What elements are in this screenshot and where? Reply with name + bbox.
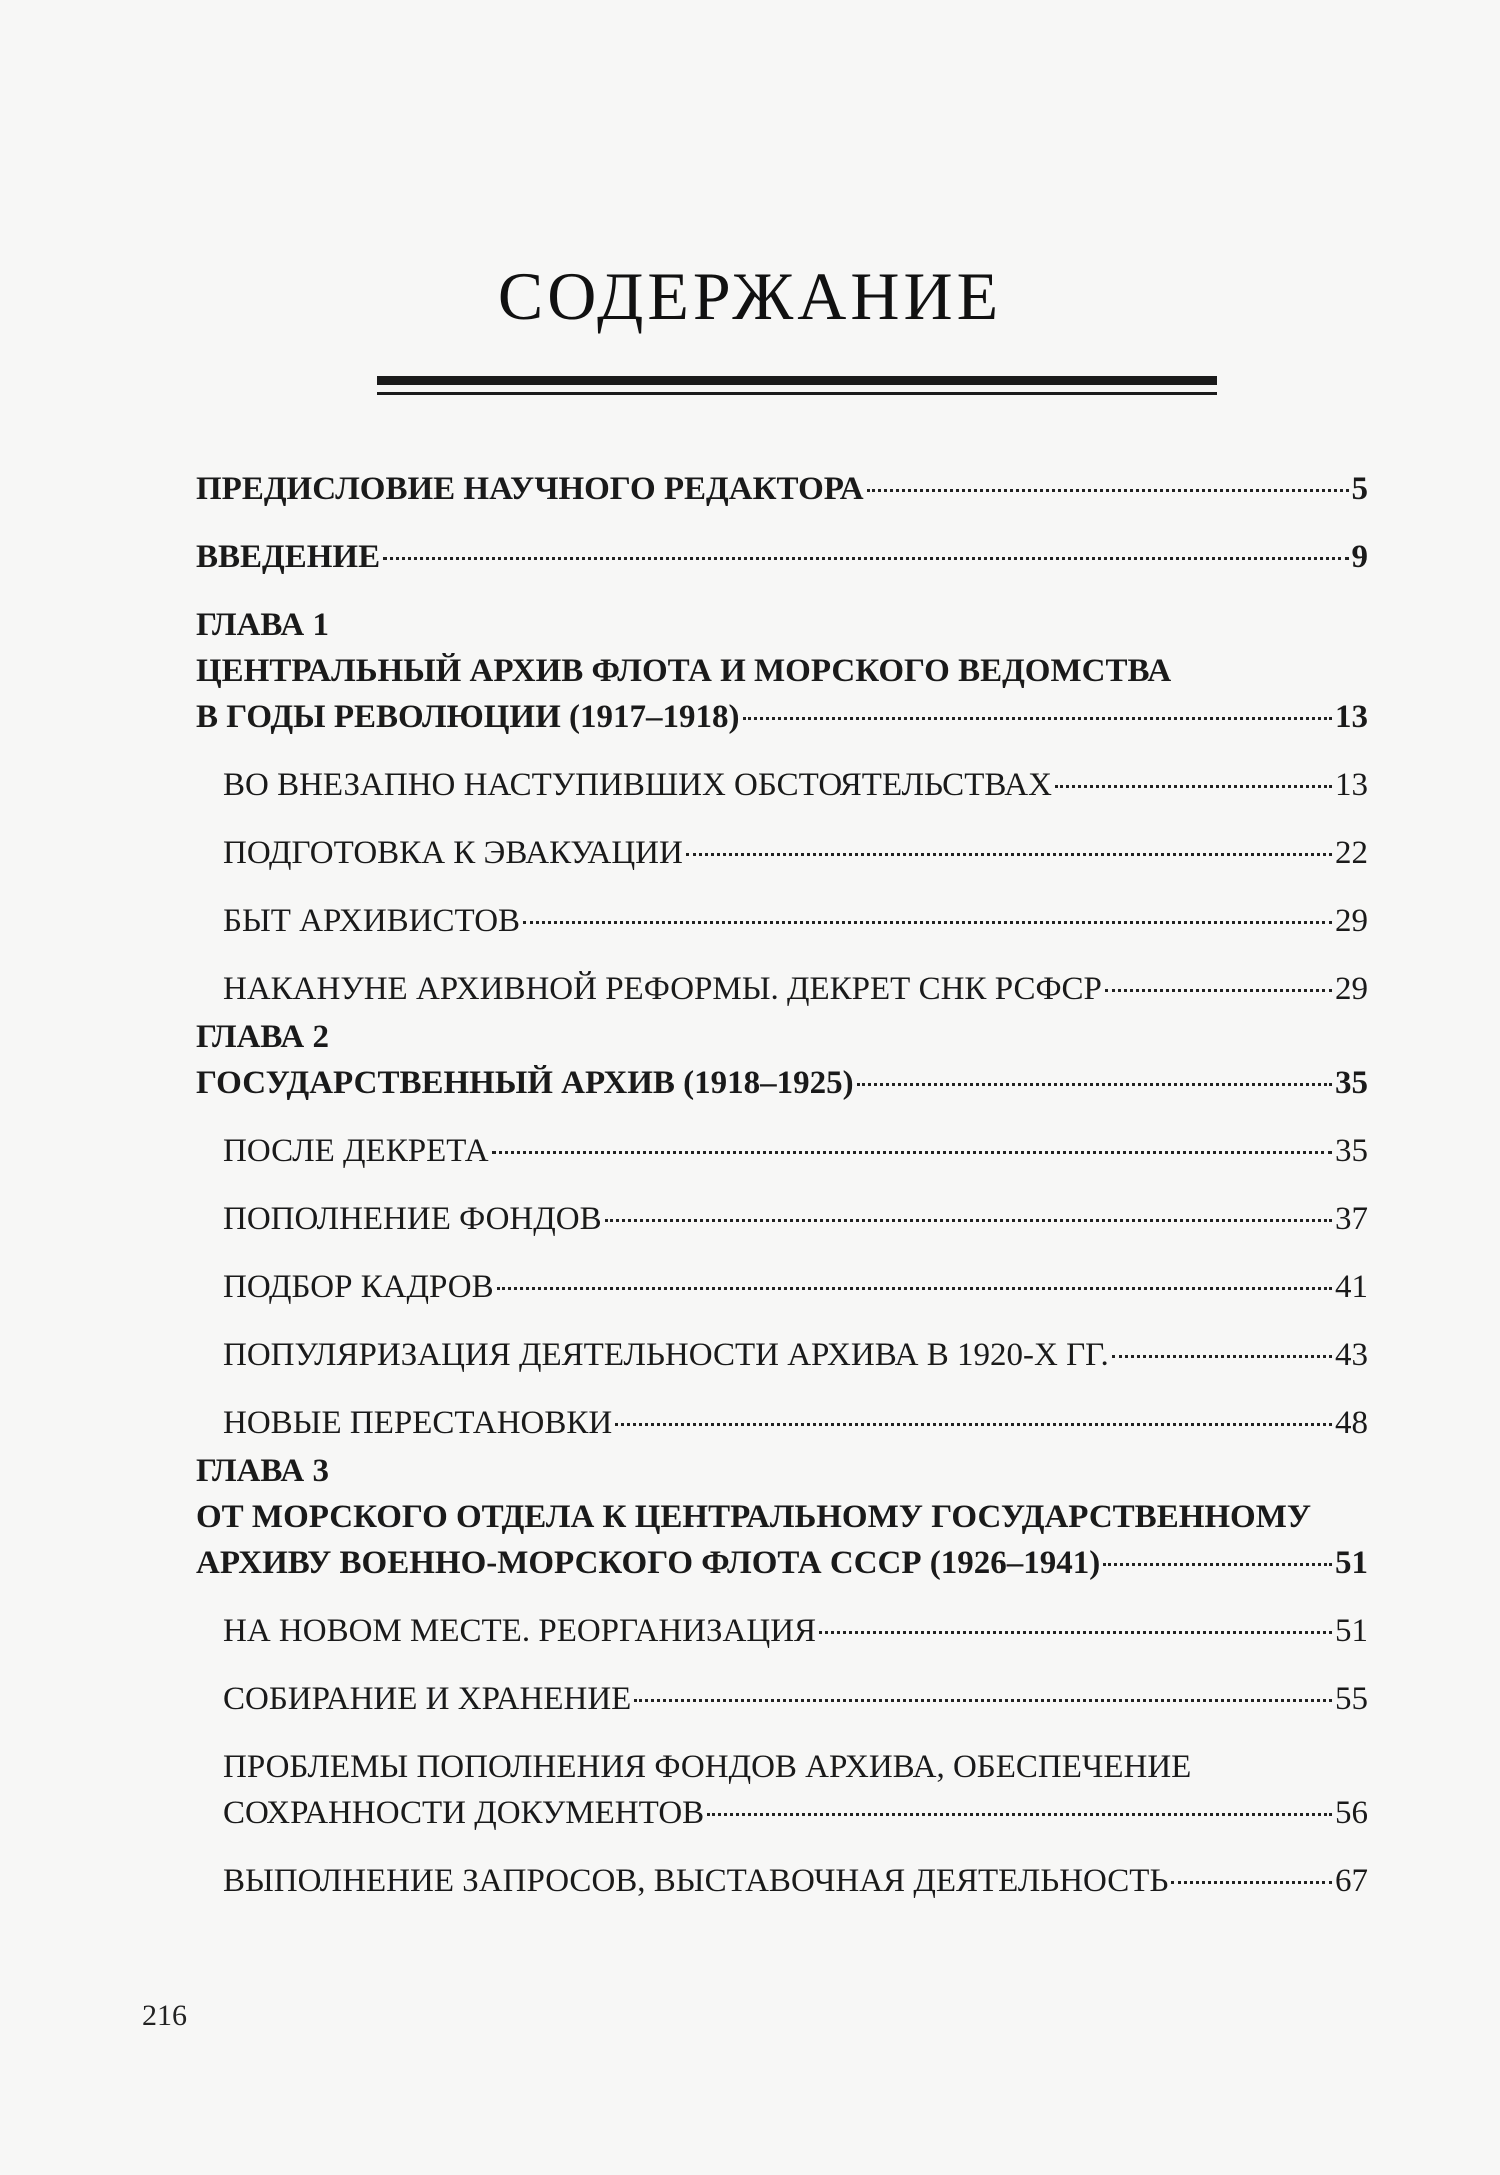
page-title: СОДЕРЖАНИЕ: [497, 258, 1003, 334]
toc-page-number: 13: [1335, 767, 1368, 803]
toc-page-number: 9: [1351, 539, 1368, 575]
toc-entry-label: БЫТ АРХИВИСТОВ: [223, 903, 521, 939]
chapter-title-line: ГОСУДАРСТВЕННЫЙ АРХИВ (1918–1925): [196, 1065, 854, 1101]
dot-leader: [1112, 1355, 1332, 1358]
chapter-title-line: ОТ МОРСКОГО ОТДЕЛА К ЦЕНТРАЛЬНОМУ ГОСУДАРСТВЕННОМУ: [196, 1499, 1312, 1535]
toc-section: [196, 1332, 1368, 1378]
title-rule-thick: [377, 376, 1217, 385]
toc-page-number: 51: [1335, 1545, 1368, 1581]
toc-section: [196, 1400, 1368, 1446]
chapter-heading: ГЛАВА 2: [196, 1019, 329, 1055]
toc-section: [196, 1264, 1368, 1310]
title-rule-thin: [377, 392, 1217, 395]
toc-entry-label: ПОПУЛЯРИЗАЦИЯ ДЕЯТЕЛЬНОСТИ АРХИВА В 1920-Х ГГ.: [223, 1337, 1109, 1373]
toc-entry-label: НОВЫЕ ПЕРЕСТАНОВКИ: [223, 1405, 613, 1441]
toc-entry-label: ВО ВНЕЗАПНО НАСТУПИВШИХ ОБСТОЯТЕЛЬСТВАХ: [223, 767, 1052, 803]
dot-leader: [383, 557, 1348, 560]
toc-entry-label-line: ПРОБЛЕМЫ ПОПОЛНЕНИЯ ФОНДОВ АРХИВА, ОБЕСПЕЧЕНИЕ: [223, 1749, 1192, 1785]
dot-leader: [523, 921, 1332, 924]
dot-leader: [1105, 989, 1332, 992]
toc-page-number: 43: [1335, 1337, 1368, 1373]
toc-page-number: 35: [1335, 1133, 1368, 1169]
toc-entry-line: [223, 1790, 1368, 1836]
toc-entry-label: ПОСЛЕ ДЕКРЕТА: [223, 1133, 489, 1169]
dot-leader: [497, 1287, 1332, 1290]
dot-leader: [492, 1151, 1332, 1154]
dot-leader: [1103, 1563, 1332, 1566]
chapter-title-line: АРХИВУ ВОЕННО-МОРСКОГО ФЛОТА СССР (1926–1941): [196, 1545, 1101, 1581]
toc-page-number: 29: [1335, 903, 1368, 939]
toc-section: [196, 762, 1368, 808]
dot-leader: [1055, 785, 1332, 788]
toc-page-number: 29: [1335, 971, 1368, 1007]
dot-leader: [634, 1699, 1332, 1702]
toc-section: [196, 1744, 1368, 1836]
chapter-heading: ГЛАВА 1: [196, 607, 329, 643]
toc-page-number: 51: [1335, 1613, 1368, 1649]
chapter-title-line: ЦЕНТРАЛЬНЫЙ АРХИВ ФЛОТА И МОРСКОГО ВЕДОМСТВА: [196, 653, 1172, 689]
page-number-folio: 216: [142, 1999, 187, 2032]
toc-section: [196, 1858, 1368, 1904]
toc-page-number: 41: [1335, 1269, 1368, 1305]
chapter-heading: ГЛАВА 3: [196, 1453, 329, 1489]
toc-page-number: 67: [1335, 1863, 1368, 1899]
toc-page-number: 55: [1335, 1681, 1368, 1717]
toc-page-number: 37: [1335, 1201, 1368, 1237]
toc-entry-preface: [196, 466, 1368, 512]
toc-entry-label: ПОДБОР КАДРОВ: [223, 1269, 494, 1305]
dot-leader: [743, 717, 1332, 720]
toc-page-number: 56: [1335, 1795, 1368, 1831]
toc-page-number: 35: [1335, 1065, 1368, 1101]
toc-entry-label: ПОДГОТОВКА К ЭВАКУАЦИИ: [223, 835, 683, 871]
toc-entry-label: НА НОВОМ МЕСТЕ. РЕОРГАНИЗАЦИЯ: [223, 1613, 817, 1649]
toc-entry-label-line: СОХРАННОСТИ ДОКУМЕНТОВ: [223, 1795, 705, 1831]
dot-leader: [867, 489, 1349, 492]
dot-leader: [605, 1219, 1332, 1222]
chapter-2: [196, 1014, 1368, 1446]
toc-entry-label: ВВЕДЕНИЕ: [196, 539, 381, 575]
toc-section: [196, 1676, 1368, 1722]
toc-entry-label: СОБИРАНИЕ И ХРАНЕНИЕ: [223, 1681, 632, 1717]
toc-section: [196, 966, 1368, 1012]
toc-section: [196, 830, 1368, 876]
dot-leader: [857, 1083, 1332, 1086]
toc-section: [196, 898, 1368, 944]
chapter-title-line: В ГОДЫ РЕВОЛЮЦИИ (1917–1918): [196, 699, 740, 735]
table-of-contents: [196, 466, 1368, 1904]
dot-leader: [707, 1813, 1332, 1816]
chapter-title-entry: [196, 1060, 1368, 1106]
toc-page-number: 22: [1335, 835, 1368, 871]
toc-entry-label: ПРЕДИСЛОВИЕ НАУЧНОГО РЕДАКТОРА: [196, 471, 864, 507]
toc-entry-label: ПОПОЛНЕНИЕ ФОНДОВ: [223, 1201, 602, 1237]
toc-page-number: 13: [1335, 699, 1368, 735]
toc-entry-label: ВЫПОЛНЕНИЕ ЗАПРОСОВ, ВЫСТАВОЧНАЯ ДЕЯТЕЛЬНОСТЬ: [223, 1863, 1169, 1899]
toc-section: [196, 1128, 1368, 1174]
dot-leader: [1171, 1881, 1332, 1884]
chapter-title-entry: [196, 1540, 1368, 1586]
toc-entry-label: НАКАНУНЕ АРХИВНОЙ РЕФОРМЫ. ДЕКРЕТ СНК РСФСР: [223, 971, 1102, 1007]
chapter-1: [196, 602, 1368, 1012]
chapter-title-entry: [196, 694, 1368, 740]
chapter-3: [196, 1448, 1368, 1904]
toc-section: [196, 1608, 1368, 1654]
dot-leader: [615, 1423, 1332, 1426]
toc-section: [196, 1196, 1368, 1242]
toc-entry-intro: [196, 534, 1368, 580]
dot-leader: [686, 853, 1332, 856]
toc-page-number: 5: [1351, 471, 1368, 507]
dot-leader: [819, 1631, 1332, 1634]
toc-page-number: 48: [1335, 1405, 1368, 1441]
